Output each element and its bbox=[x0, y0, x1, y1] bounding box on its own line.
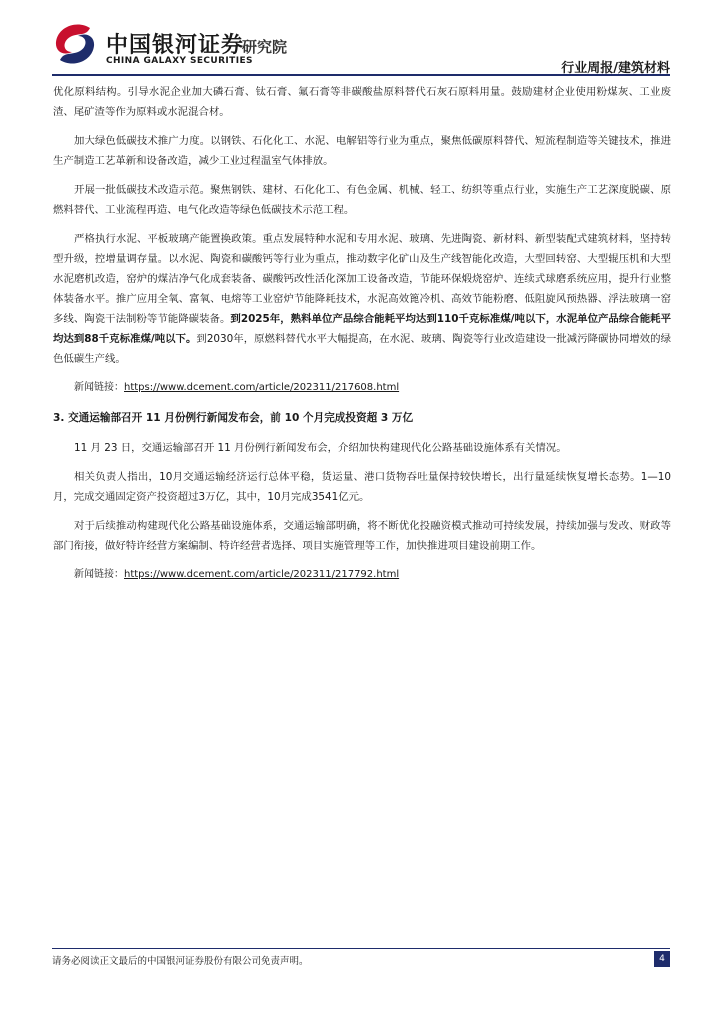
paragraph-capacity-target: 到2025年，熟料单位产品综合能耗平均达到110千克标准煤/吨以下，水泥单位产品综合能耗平均达到88千克标准煤/吨以下。 bbox=[53, 313, 672, 345]
page-header bbox=[0, 0, 724, 80]
institute-name: 研究院 bbox=[242, 38, 288, 56]
news-link-2 bbox=[53, 565, 671, 585]
footer-disclaimer: 请务必阅读正文最后的中国银河证券股份有限公司免责声明。 bbox=[52, 956, 309, 967]
paragraph-raw-material: 优化原料结构。引导水泥企业加大磷石膏、钛石膏、氟石膏等非碳酸盐原料替代石灰石原料用量。鼓励建材企业使用粉煤灰、工业废渣、尾矿渣等作为原料或水泥混合材。 bbox=[53, 86, 671, 118]
paragraph-low-carbon-demo: 开展一批低碳技术改造示范。聚焦钢铁、建材、石化化工、有色金属、机械、轻工、纺织等重点行业，实施生产工艺深度脱碳、原燃料替代、工业流程再造、电气化改造等绿色低碳技术示范工程。 bbox=[53, 184, 671, 216]
section-title-transport: 3. 交通运输部召开 11 月份例行新闻发布会，前 10 个月完成投资超 3 万亿 bbox=[53, 412, 414, 424]
logo-english-name: CHINA GALAXY SECURITIES bbox=[106, 56, 253, 66]
header-divider bbox=[52, 74, 670, 76]
logo-chinese-name: 中国银河证券 bbox=[106, 33, 245, 58]
news-link-1 bbox=[53, 378, 671, 398]
paragraph-capacity-text: 严格执行水泥、平板玻璃产能置换政策。重点发展特种水泥和专用水泥、玻璃、先进陶瓷、新材料、新型装配式建筑材料，坚持转型升级，控增量调存量。以水泥、陶瓷和碳酸钙等行业为重点，推动数字化矿山及生产线智能化改造，大型回转窑、大型辊压机和大型水泥磨机改造，窑炉的煤洁净气化成套装备、碳酸钙改性活化深加工设备改造，节能环保煅烧窑炉、连续式球磨系统应用，提升行业整体装备水平。推广应用全氧、富氧、电熔等工业窑炉节能降耗技术，水泥高效篦冷机、高效节能粉磨、低阻旋风预热器、浮法玻璃一窑多线、陶瓷干法制粉等节能降碳装备。 bbox=[53, 233, 671, 325]
page-number: 4 bbox=[654, 951, 670, 967]
main-content bbox=[53, 82, 671, 594]
report-type: 行业周报/建筑材料 bbox=[561, 61, 670, 76]
paragraph-highway-infrastructure: 对于后续推动构建现代化公路基础设施体系，交通运输部明确，将不断优化投融资模式推动可持续发展，持续加强与发改、财政等部门衔接，做好特许经营方案编制、特许经营者选择、项目实施管理等工作，加快推进项目建设前期工作。 bbox=[53, 520, 671, 552]
galaxy-logo-icon bbox=[52, 22, 98, 66]
news-link-url[interactable]: https://www.dcement.com/article/202311/217608.html bbox=[124, 382, 400, 393]
footer-divider bbox=[52, 948, 670, 949]
news-link-label: 新闻链接： bbox=[74, 569, 124, 580]
paragraph-low-carbon-promotion: 加大绿色低碳技术推广力度。以钢铁、石化化工、水泥、电解铝等行业为重点，聚焦低碳原料替代、短流程制造等关键技术，推进生产制造工艺革新和设备改造，减少工业过程温室气体排放。 bbox=[53, 135, 671, 167]
paragraph-capacity-replacement bbox=[53, 229, 671, 369]
news-link-url[interactable]: https://www.dcement.com/article/202311/217792.html bbox=[124, 569, 400, 580]
paragraph-capacity-2030: 到2030年，原燃料替代水平大幅提高，在水泥、玻璃、陶瓷等行业改造建设一批减污降碳协同增效的绿色低碳生产线。 bbox=[53, 333, 671, 365]
news-link-label: 新闻链接： bbox=[74, 382, 124, 393]
paragraph-transport-economy: 相关负责人指出，10月交通运输经济运行总体平稳，货运量、港口货物吞吐量保持较快增长，出行量延续恢复增长态势。1—10月，完成交通固定资产投资超过3万亿，其中，10月完成3541亿元。 bbox=[53, 471, 671, 503]
paragraph-press-conference: 11 月 23 日，交通运输部召开 11 月份例行新闻发布会，介绍加快构建现代化公路基础设施体系有关情况。 bbox=[74, 442, 567, 454]
